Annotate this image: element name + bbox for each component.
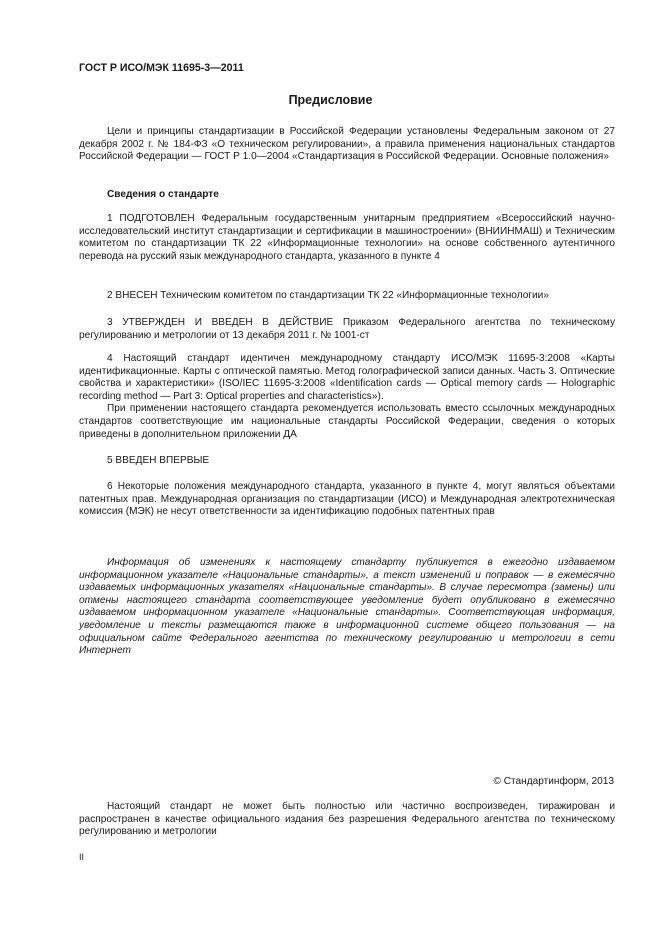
document-code-header: ГОСТ Р ИСО/МЭК 11695-3—2011 xyxy=(79,62,244,74)
item-5-block xyxy=(79,455,615,468)
item-6-block xyxy=(79,481,615,519)
item-1-paragraph: 1 ПОДГОТОВЛЕН Федеральным государственным унитарным предприятием «Всероссийский научно-исследовательский институт стандартизации и сертификации в машиностроении» (ВНИИНМАШ) и Техническим комитетом по стандартизации ТК 22 «Информационные технологии» на основе собственного аутентичного перевода на русский язык международного стандарта, указанного в пункте 4 xyxy=(79,213,615,262)
item-6-paragraph: 6 Некоторые положения международного стандарта, указанного в пункте 4, могут являться объектами патентных прав. Международная организация по стандартизации (ИСО) и Международная электротехническая комиссия (МЭК) не несут ответственности за идентификацию подобных патентных прав xyxy=(79,481,615,518)
item-4-paragraph: 4 Настоящий стандарт идентичен международному стандарту ИСО/МЭК 11695-3:2008 «Карты идентификационные. Карты с оптической памятью. Метод голографической записи данных. Часть 3. Оптические свойства и характеристики» (ISO/IEC 11695-3:2008 «Identification cards — Optical memory cards — Holographic recording method — Part 3: Optical properties and characteristics»). xyxy=(79,353,615,402)
item-4-block xyxy=(79,353,615,441)
item-2-paragraph: 2 ВНЕСЕН Техническим комитетом по стандартизации ТК 22 «Информационные технологии» xyxy=(107,290,549,301)
item-5-paragraph: 5 ВВЕДЕН ВПЕРВЫЕ xyxy=(107,455,210,466)
item-4-note-paragraph: При применении настоящего стандарта рекомендуется использовать вместо ссылочных международных стандартов соответствующие им национальные стандарты Российской Федерации, сведения о которых приведены в дополнительном приложении ДА xyxy=(79,403,615,440)
reproduction-notice: Настоящий стандарт не может быть полностью или частично воспроизведен, тиражирован и распространен в качестве официального издания без разрешения Федерального агентства по техническому регулированию и метрологии xyxy=(79,801,615,838)
item-1-block xyxy=(79,213,615,263)
info-notice: Информация об изменениях к настоящему стандарту публикуется в ежегодно издаваемом информационном указателе «Национальные стандарты», а текст изменений и поправок — в ежемесячно издаваемых информационных указателях «Национальные стандарты». В случае пересмотра (замены) или отмены настоящего стандарта соответствующее уведомление будет опубликовано в ежемесячно издаваемом информационном указателе «Национальные стандарты». Соответствующая информация, уведомление и тексты размещаются также в информационной системе общего пользования — на официальном сайте Федерального агентства по техническому регулированию и метрологии в сети Интернет xyxy=(79,557,615,657)
intro-paragraph-block xyxy=(79,126,615,164)
copyright-line: © Стандартинформ, 2013 xyxy=(493,776,614,787)
item-3-paragraph: 3 УТВЕРЖДЕН И ВВЕДЕН В ДЕЙСТВИЕ Приказом Федерального агентства по техническому регулированию и метрологии от 13 декабря 2011 г. № 1001-ст xyxy=(79,317,615,341)
reproduction-notice-block xyxy=(79,801,615,839)
item-2-block xyxy=(79,290,615,303)
section-heading: Сведения о стандарте xyxy=(107,189,219,200)
item-3-block xyxy=(79,317,615,342)
page-title: Предисловие xyxy=(288,93,373,107)
page-number: II xyxy=(79,852,85,862)
intro-paragraph: Цели и принципы стандартизации в Российской Федерации установлены Федеральным законом от 27 декабря 2002 г. № 184-ФЗ «О техническом регулировании», а правила применения национальных стандартов Российской Федерации — ГОСТ Р 1.0—2004 «Стандартизация в Российской Федерации. Основные положения» xyxy=(79,126,615,163)
